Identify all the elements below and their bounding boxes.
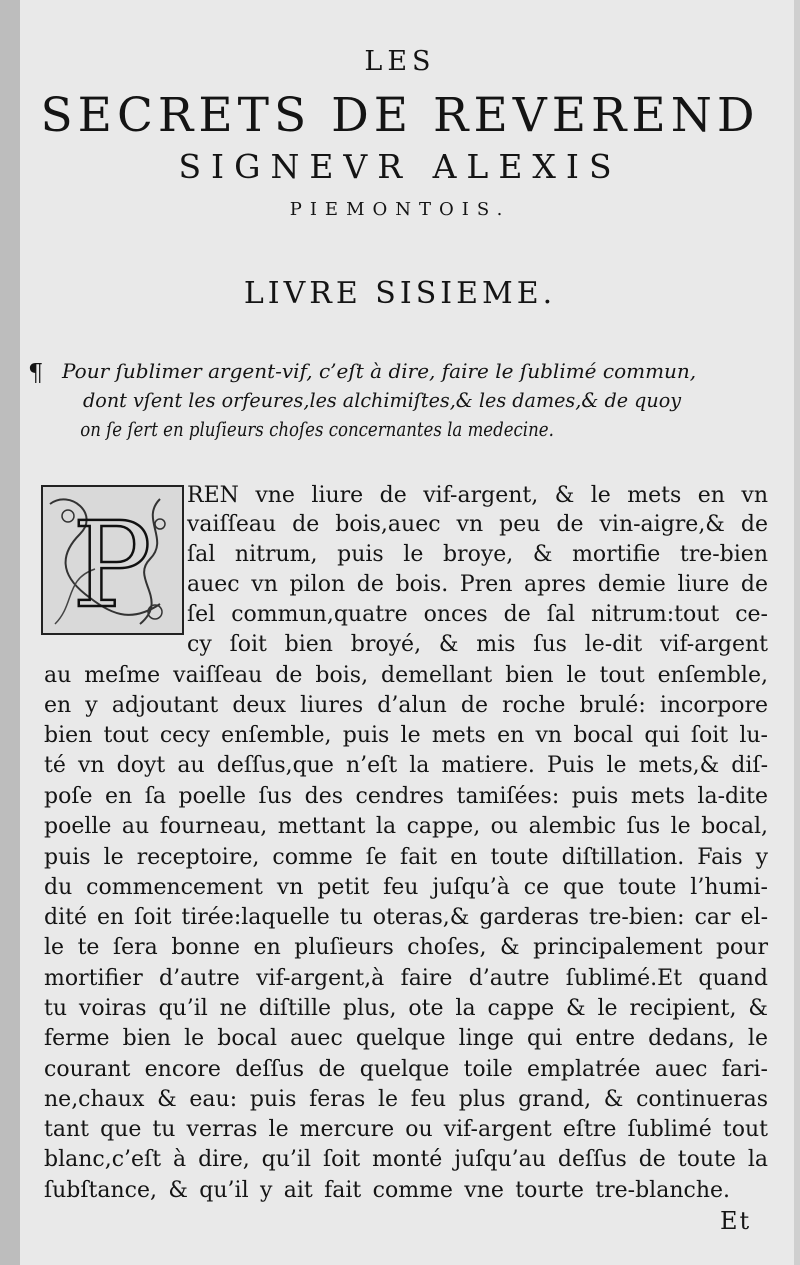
body-line: blanc,c’eſt à dire, qu’il ſoit monté juſqu’au deſſus de toute la [44,1147,768,1172]
body-line: REN vne liure de vif-argent, & le mets en vn [187,483,768,508]
body-line: le te ſera bonne en pluſieurs choſes, & principalement pour [44,935,768,960]
body-line: ſubſtance, & qu’il y ait fait comme vne tourte tre-blanche. [44,1178,730,1203]
body-line: mortifier d’autre vif-argent,à faire d’autre ſublimé.Et quand [44,966,768,991]
recipe-title-line: dont vſent les orfeures,les alchimiſtes,& les dames,& de quoy [83,388,682,412]
pilcrow-mark: ¶ [28,359,44,387]
body-line: bien tout cecy enſemble, puis le mets en vn bocal qui ſoit lu- [44,723,768,748]
recipe-title-line: Pour ſublimer argent-vif, c’eſt à dire, faire le ſublimé commun, [62,359,697,383]
body-line: té vn doyt au deſſus,que n’eſt la matiere. Puis le mets,& diſ- [44,753,768,778]
body-line: cy ſoit bien broyé, & mis ſus le-dit vif-argent [187,632,768,657]
header-author: SIGNEVR ALEXIS [178,147,622,186]
recipe-title-line: on ſe ſert en pluſieurs choſes concernantes la medecine. [80,417,554,441]
catchword: Et [720,1207,752,1235]
body-line: vaiſſeau de bois,auec vn peu de vin-aigre,& de [187,512,768,537]
header-origin: PIEMONTOIS. [289,199,511,220]
body-line: poelle au fourneau, mettant la cappe, ou alembic ſus le bocal, [44,814,768,839]
book-heading: LIVRE SISIEME. [243,276,557,311]
body-line: auec vn pilon de bois. Pren apres demie liure de [187,572,768,597]
body-line: ferme bien le bocal auec quelque linge qui entre dedans, le [44,1026,768,1051]
body-line: dité en ſoit tirée:laquelle tu oteras,& garderas tre-bien: car el- [44,905,768,930]
body-line: du commencement vn petit feu juſqu’à ce que toute l’humi- [44,875,768,900]
header-les: LES [364,46,436,77]
body-line: tant que tu verras le mercure ou vif-argent eſtre ſublimé tout [44,1117,768,1142]
body-line: courant encore deſſus de quelque toile emplatrée auec fari- [44,1057,768,1082]
body-line: en y adjoutant deux liures d’alun de roche brulé: incorpore [44,693,768,718]
body-line: ſal nitrum, puis le broye, & mortifie tre-bien [187,542,768,567]
body-line: ne,chaux & eau: puis feras le feu plus grand, & continueras [44,1087,768,1112]
body-line: puis le receptoire, comme ſe fait en toute diſtillation. Fais y [44,845,768,870]
header-secrets-title: SECRETS DE REVEREND [40,88,760,143]
drop-cap-letter: P [72,496,152,634]
body-line: au meſme vaiſſeau de bois, demellant bien le tout enſemble, [44,663,768,688]
body-line: ſel commun,quatre onces de ſal nitrum:tout ce- [187,602,768,627]
body-line: poſe en ſa poelle ſus des cendres tamiſées: puis mets la-dite [44,784,768,809]
body-line: tu voiras qu’il ne diſtille plus, ote la cappe & le recipient, & [44,996,768,1021]
